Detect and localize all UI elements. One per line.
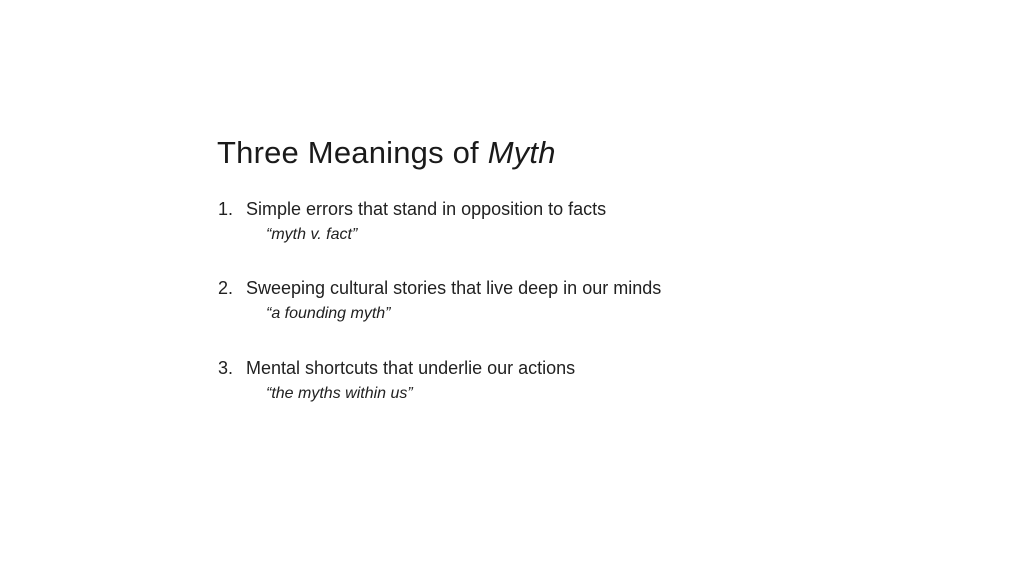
list-item-2 <box>218 278 661 323</box>
list-item-2-text: Sweeping cultural stories that live deep in our minds <box>246 278 662 298</box>
slide-title-emphasis: Myth <box>487 135 556 170</box>
list-item-2-row <box>218 278 661 300</box>
list-item-3-number: 3. <box>218 358 234 378</box>
list-item-3-row <box>218 358 575 380</box>
list-item-3-text: Mental shortcuts that underlie our actions <box>246 358 576 378</box>
list-item-1-quote: “myth v. fact” <box>266 225 358 243</box>
list-item-1-number: 1. <box>218 199 234 219</box>
list-item-1-row <box>218 199 606 221</box>
list-item-3-quote: “the myths within us” <box>266 384 413 402</box>
list-item-1-text: Simple errors that stand in opposition to facts <box>246 199 607 219</box>
list-item-2-number: 2. <box>218 278 234 298</box>
list-item-3 <box>218 358 575 403</box>
list-item-1 <box>218 199 606 244</box>
list-item-2-quote: “a founding myth” <box>266 304 391 322</box>
slide-title-text: Three Meanings of <box>217 135 488 170</box>
slide-title <box>217 135 556 171</box>
